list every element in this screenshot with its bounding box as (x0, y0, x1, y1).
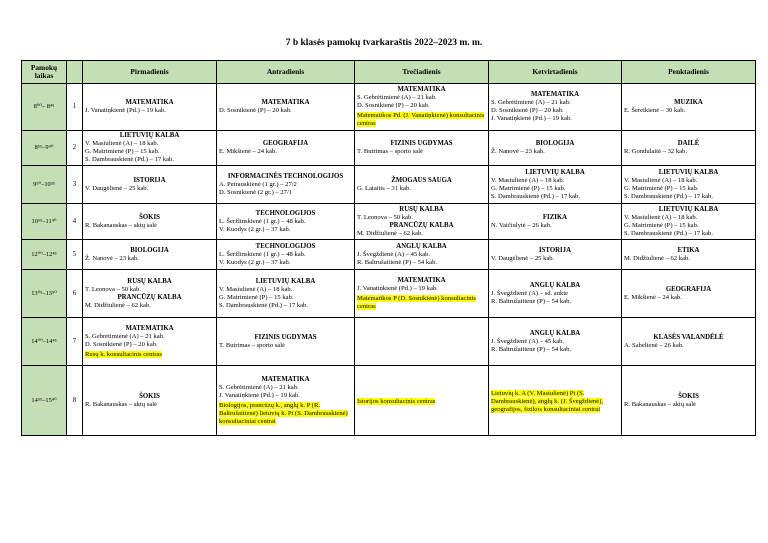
teacher-room: A. Petrauskienė (1 gr.) – 27/2 (219, 180, 297, 188)
teacher-room: E. Mikšienė – 24 kab. (219, 148, 277, 155)
teacher-room: D. Sosnikienė (P) – 20 kab. (357, 102, 430, 109)
lesson-cell-mon (83, 204, 217, 240)
lesson-time: 10⁵⁵–11⁴⁰ (22, 204, 67, 240)
header-wednesday: Trečiadienis (355, 61, 489, 84)
teacher-room: Ž. Nanovė – 23 kab. (491, 148, 545, 155)
subject-name: BIOLOGIJA (535, 140, 575, 147)
subject-name: LIETUVIŲ KALBA (658, 168, 719, 176)
teacher-room: S. Gebrėtimienė (A) – 21 kab. (491, 99, 571, 106)
lesson-cell-mon (83, 366, 217, 436)
lesson-cell-fri (622, 204, 756, 240)
header-num (67, 61, 83, 84)
subject-name: RUSŲ KALBA (127, 277, 172, 285)
consultation-note: Matematikos Pd. (J. Vanatiņkienė) konsultacinis centras (357, 112, 485, 127)
subject-name: RUSŲ KALBA (399, 205, 444, 213)
teacher-room: R. Gondulaitė – 32 kab. (624, 148, 687, 155)
teacher-room: G. Matrimienė (P) – 15 kab. (219, 293, 294, 301)
subject-name: LIETUVIŲ KALBA (658, 205, 719, 213)
subject-name: FIZINIS UGDYMAS (254, 333, 317, 341)
subject-name: ANGLŲ KALBA (529, 329, 581, 337)
subject-name: ŠOKIS (139, 213, 160, 221)
subject-name: INFORMACINĖS TECHNOLOGIJOS (227, 172, 344, 180)
subject-name: PRANCŪZŲ KALBA (117, 293, 182, 301)
teacher-room: G. Matrimienė (P) – 15 kab. (491, 184, 566, 192)
lesson-cell-tue (217, 84, 355, 131)
teacher-room: G. Matrimienė (P) – 15 kab. (624, 184, 699, 192)
lesson-number: 2 (67, 131, 83, 166)
teacher-room: R. Baltrušaitienė (P) – 54 kab. (357, 258, 438, 266)
subject-name: FIZIKA (542, 213, 568, 221)
teacher-room: T. Leonova – 50 kab. (85, 285, 141, 293)
lesson-cell-fri (622, 270, 756, 318)
subject-name: MATEMATIKA (397, 276, 446, 284)
subject-name: ISTORIJA (133, 176, 166, 184)
teacher-room: R. Baltrušaitienė (P) – 54 kab. (491, 297, 572, 305)
subject-name: ŠOKIS (678, 392, 699, 400)
teacher-room: J. Vanatiņkienė (Pd.) – 19 kab. (491, 115, 572, 122)
lesson-cell-fri (622, 318, 756, 366)
lesson-cell-fri (622, 240, 756, 270)
teacher-room: L. Šeržlinskienė (1 gr.) – 48 kab. (219, 217, 306, 225)
table-row (22, 204, 756, 240)
teacher-room: G. Matrimienė (P) – 15 kab. (85, 148, 160, 155)
lesson-time: 8⁰⁰– 8⁴⁵ (22, 84, 67, 131)
lesson-cell-mon (83, 318, 217, 366)
subject-name: LIETUVIŲ KALBA (255, 277, 316, 285)
lesson-cell-fri (622, 131, 756, 166)
subject-name: ŠOKIS (139, 392, 160, 400)
lesson-cell-fri (622, 366, 756, 436)
subject-name: MUZIKA (674, 99, 703, 106)
teacher-room: J. Švegždienė (A) – 45 kab. (357, 250, 431, 258)
teacher-room: G. Lataitis – 31 kab. (357, 184, 411, 192)
teacher-room: J. Vanatiņkienė (Pd.) – 19 kab. (219, 391, 300, 399)
lesson-cell-mon (83, 131, 217, 166)
header-friday: Penktadienis (622, 61, 756, 84)
teacher-room: T. Leonova – 50 kab. (357, 213, 413, 221)
header-monday: Pirmadienis (83, 61, 217, 84)
lesson-cell-tue (217, 318, 355, 366)
teacher-room: V. Daugėlienė – 25 kab. (491, 254, 555, 262)
teacher-room: E. Mikšienė – 24 kab. (624, 293, 682, 301)
lesson-time: 9⁵⁰–10³⁵ (22, 166, 67, 204)
subject-name: MATEMATIKA (125, 99, 174, 106)
teacher-room: R. Bakanauskas – aktų salė (85, 221, 157, 229)
lesson-time: 8⁵⁵–9⁴⁰ (22, 131, 67, 166)
header-row (22, 61, 756, 84)
teacher-room: R. Baltrušaitienė (P) – 54 kab. (491, 345, 572, 353)
subject-name: KLASĖS VALANDĖLĖ (653, 333, 724, 341)
lesson-number: 3 (67, 166, 83, 204)
table-row (22, 366, 756, 436)
table-row (22, 131, 756, 166)
subject-name: ETIKA (677, 246, 700, 254)
lesson-number: 5 (67, 240, 83, 270)
lesson-cell-thu (489, 366, 622, 436)
subject-name: PRANCŪZŲ KALBA (389, 221, 454, 229)
subject-name: LIETUVIŲ KALBA (119, 132, 180, 139)
teacher-room: D. Sosnikienė (P) – 20 kab. (491, 107, 564, 114)
lesson-cell-thu (489, 166, 622, 204)
teacher-room: J. Švegždienė (A) – sd. ankte (491, 289, 569, 297)
teacher-room: M. Didžiulienė – 62 kab. (624, 254, 690, 262)
teacher-room: S. Gebrėtimienė (A) – 21 kab. (219, 383, 299, 391)
lesson-cell-mon (83, 84, 217, 131)
lesson-number: 6 (67, 270, 83, 318)
teacher-room: A. Sabelienė – 26 kab. (624, 341, 684, 349)
subject-name: TECHNOLOGIJOS (255, 242, 316, 250)
subject-name: DAILĖ (677, 140, 700, 147)
lesson-cell-wed (355, 131, 489, 166)
subject-name: GEOGRAFIJA (262, 140, 309, 147)
lesson-cell-fri (622, 166, 756, 204)
teacher-room: V. Masiulienė (A) – 18 kab. (85, 140, 159, 147)
lesson-cell-thu (489, 84, 622, 131)
teacher-room: D. Sosnikienė (P) – 20 kab. (219, 107, 292, 114)
table-row (22, 166, 756, 204)
consultation-note: Lietuvių k. A (V. Masiulienė) Pt (S. Dambrauskienė), anglų k. (J. Švegždienė), geografijos, fizikos konsultaciniai centrai (491, 389, 604, 413)
teacher-room: N. Vaičiulytė – 26 kab. (491, 221, 552, 229)
teacher-room: V. Masiulienė (A) – 18 kab. (219, 285, 293, 293)
teacher-room: D. Sosnikienė (P) – 20 kab. (85, 340, 158, 348)
subject-name: MATEMATIKA (261, 99, 310, 106)
lesson-cell-wed (355, 318, 489, 366)
consultation-note: Istorijos konsultacinis centras (357, 397, 436, 405)
consultation-note: Matematikos P (D. Sosnikienė) konsultacinis centras (357, 294, 476, 310)
subject-name: ISTORIJA (539, 246, 571, 254)
subject-name: MATEMATIKA (397, 86, 446, 93)
subject-name: BIOLOGIJA (130, 246, 169, 254)
lesson-time: 14⁰⁰–14⁴⁵ (22, 318, 67, 366)
subject-name: TECHNOLOGIJOS (255, 209, 316, 217)
teacher-room: D. Sosnikienė (2 gr.) – 27/1 (219, 188, 293, 196)
lesson-cell-tue (217, 366, 355, 436)
teacher-room: S. Dambrauskienė (Pd.) – 17 kab. (219, 301, 308, 309)
teacher-room: S. Dambrauskienė (Pd.) – 17 kab. (85, 156, 174, 163)
subject-name: MATEMATIKA (125, 324, 174, 332)
lesson-cell-tue (217, 166, 355, 204)
subject-name: ANGLŲ KALBA (396, 242, 447, 250)
timetable (21, 60, 756, 436)
teacher-room: J. Švegždienė (A) – 45 kab. (491, 337, 565, 345)
teacher-room: S. Gebrėtimienė (A) – 21 kab. (357, 94, 437, 101)
teacher-room: R. Bakanauskas – aktų salė (624, 400, 696, 408)
teacher-room: S. Dambrauskienė (Pd.) – 17 kab. (624, 192, 713, 200)
lesson-number: 7 (67, 318, 83, 366)
lesson-number: 4 (67, 204, 83, 240)
teacher-room: S. Dambrauskienė (Pd.) – 17 kab. (491, 192, 580, 200)
teacher-room: L. Šeržlinskienė (1 gr.) – 48 kab. (219, 250, 306, 258)
lesson-cell-wed (355, 240, 489, 270)
lesson-cell-fri (622, 84, 756, 131)
teacher-room: M. Didžiulienė – 62 kab. (357, 229, 423, 237)
teacher-room: Ž. Nanovė – 23 kab. (85, 254, 139, 262)
teacher-room: V. Kuodys (2 gr.) – 37 kab. (219, 258, 291, 266)
lesson-cell-thu (489, 270, 622, 318)
teacher-room: T. Butrimas – sporto salė (219, 341, 285, 349)
header-thursday: Ketvirtadienis (489, 61, 622, 84)
teacher-room: G. Matrimienė (P) – 15 kab. (624, 221, 699, 229)
lesson-cell-wed (355, 84, 489, 131)
subject-name: MATEMATIKA (261, 375, 310, 383)
teacher-room: V. Kuodys (2 gr.) – 37 kab. (219, 225, 291, 233)
consultation-note: Rusų k. konsultacinis centras (85, 350, 162, 358)
lesson-cell-tue (217, 131, 355, 166)
lesson-number: 1 (67, 84, 83, 131)
teacher-room: V. Masiulienė (A) – 18 kab. (491, 176, 565, 184)
lesson-cell-tue (217, 204, 355, 240)
teacher-room: S. Gebrėtimienė (A) – 21 kab. (85, 332, 165, 340)
lesson-cell-thu (489, 240, 622, 270)
subject-name: FIZINIS UGDYMAS (390, 140, 453, 147)
table-row (22, 240, 756, 270)
teacher-room: V. Masiulienė (A) – 18 kab. (624, 213, 698, 221)
table-row (22, 318, 756, 366)
lesson-cell-thu (489, 204, 622, 240)
teacher-room: S. Dambrauskienė (Pd.) – 17 kab. (624, 229, 713, 237)
lesson-cell-mon (83, 270, 217, 318)
header-time: Pamokų laikas (22, 61, 67, 84)
subject-name: ŽMOGAUS SAUGA (391, 176, 452, 184)
teacher-room: E. Šereikienė – 30 kab. (624, 107, 686, 114)
lesson-number: 8 (67, 366, 83, 436)
page-title: 7 b klasės pamokų tvarkaraštis 2022–2023 m. m. (285, 38, 483, 48)
lesson-cell-wed (355, 204, 489, 240)
header-tuesday: Antradienis (217, 61, 355, 84)
lesson-cell-tue (217, 270, 355, 318)
teacher-room: T. Butrimas – sporto salė (357, 148, 423, 155)
teacher-room: V. Masiulienė (A) – 18 kab. (624, 176, 698, 184)
subject-name: ANGLŲ KALBA (529, 281, 581, 289)
lesson-cell-mon (83, 166, 217, 204)
lesson-time: 13⁰⁵–13⁵⁰ (22, 270, 67, 318)
lesson-cell-wed (355, 166, 489, 204)
consultation-note: Biologijos, prancūzų k., anglų k. P (R. Baltrušaitienė) lietuvių k. Pt (S. Dambrauskienė) konsultaciniai centrai (219, 401, 348, 425)
teacher-room: J. Vanatiņkienė (Pd.) – 19 kab. (357, 284, 438, 292)
teacher-room: M. Didžiulienė – 62 kab. (85, 301, 151, 309)
subject-name: LIETUVIŲ KALBA (525, 168, 585, 176)
lesson-cell-thu (489, 318, 622, 366)
teacher-room: J. Vanatiņkienė (Pd.) – 19 kab. (85, 107, 166, 114)
lesson-time: 12⁰⁰–12⁴⁵ (22, 240, 67, 270)
lesson-cell-mon (83, 240, 217, 270)
lesson-cell-tue (217, 240, 355, 270)
lesson-cell-wed (355, 366, 489, 436)
lesson-cell-thu (489, 131, 622, 166)
table-row (22, 84, 756, 131)
subject-name: MATEMATIKA (530, 91, 580, 98)
subject-name: GEOGRAFIJA (665, 285, 712, 293)
teacher-room: V. Daugėlienė – 25 kab. (85, 184, 149, 192)
lesson-time: 14⁵⁵–15⁴⁰ (22, 366, 67, 436)
table-row (22, 270, 756, 318)
teacher-room: R. Bakanauskas – aktų salė (85, 400, 157, 408)
lesson-cell-wed (355, 270, 489, 318)
